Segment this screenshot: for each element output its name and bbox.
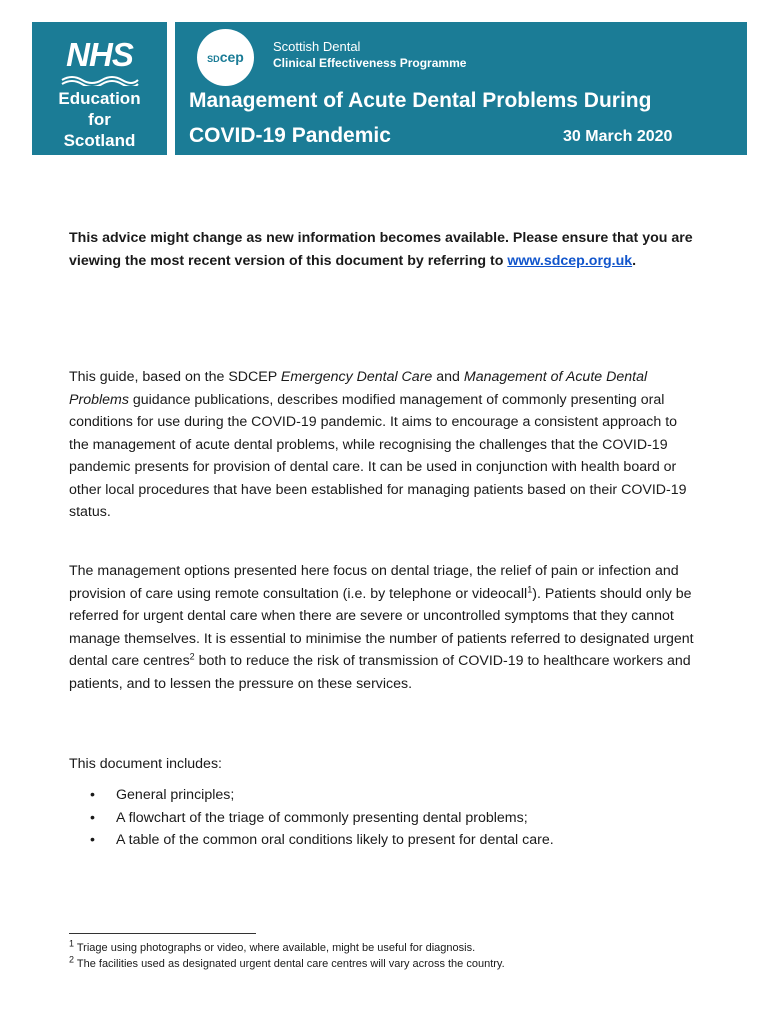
options-text-1: The management options presented here focus on dental triage, the relief of pain or infection and provision of care using remote consultation (i.e. by telephone or videocall: [69, 563, 679, 602]
nhs-logo-text: NHS: [66, 36, 133, 73]
nhs-education-scotland-logo: [32, 22, 167, 155]
bullet-icon: •: [90, 832, 95, 848]
footnote-divider: [69, 933, 256, 934]
bullet-icon: •: [90, 809, 95, 826]
sdcep-logo-small: SD: [207, 54, 220, 64]
list-item-text: General principles;: [116, 787, 235, 803]
sdcep-logo: [197, 29, 254, 86]
footnote-2: [69, 954, 505, 971]
nhs-sub-line-1: Education: [58, 89, 141, 108]
management-options-paragraph: [69, 560, 699, 695]
list-item-text: A flowchart of the triage of commonly presenting dental problems;: [116, 809, 528, 826]
advice-text-end: .: [632, 252, 637, 269]
advice-text: This advice might change as new information becomes available. Please ensure that you are viewing the most recent version of this document by referring to: [69, 230, 693, 269]
document-title-line-2: COVID-19 Pandemic: [189, 124, 391, 147]
options-text-3: both to reduce the risk of transmission of COVID-19 to healthcare workers and patients, and to lessen the pressure on these services.: [69, 653, 691, 692]
intro-paragraph: [69, 366, 699, 524]
options-text-2: ). Patients should only be referred for urgent dental care when there are severe or uncontrolled symptoms that they cannot manage themselves. It is essential to minimise the number of patients referred to designated urgent dental care centres: [69, 585, 694, 669]
document-date: 30 March 2020: [563, 128, 673, 145]
nhs-sub-line-2: for: [88, 110, 111, 129]
footnote-ref-2: 2: [189, 651, 195, 662]
list-item: [90, 784, 554, 807]
sdcep-name-line-2: Clinical Effectiveness Programme: [273, 56, 467, 70]
footnote-1: [69, 938, 476, 955]
list-item: [90, 807, 554, 830]
list-item-text: A table of the common oral conditions likely to present for dental care.: [116, 832, 554, 848]
nhs-sub-line-3: Scotland: [63, 131, 136, 150]
nhs-wave-icon: [60, 74, 140, 86]
intro-text-3: guidance publications, describes modified management of commonly presenting oral conditions for use during the COVID-19 pandemic. It aims to encourage a consistent approach to the management of acute dental problems, while recognising the challenges that the COVID-19 pandemic presents for provision of dental care. It can be used in conjunction with health board or other local procedures that have been established for managing patients based on their COVID-19 status.: [69, 391, 687, 520]
footnote-text-1: Triage using photographs or video, where available, might be useful for diagnosis.: [74, 942, 476, 954]
sdcep-website-link[interactable]: www.sdcep.org.uk: [507, 252, 633, 269]
list-item: [90, 829, 554, 852]
sdcep-name-line-1: Scottish Dental: [273, 39, 361, 54]
footnote-number-1: 1: [69, 938, 75, 949]
includes-list: [90, 784, 554, 852]
intro-emphasis-1: Emergency Dental Care: [280, 369, 433, 385]
intro-text-2: and: [432, 369, 464, 385]
intro-text-1: This guide, based on the SDCEP: [69, 369, 281, 385]
footnote-number-2: 2: [69, 954, 75, 965]
title-banner: [175, 22, 747, 155]
bullet-icon: •: [90, 787, 95, 803]
document-title-line-1: Management of Acute Dental Problems During: [189, 89, 652, 112]
sdcep-logo-big: cep: [219, 49, 244, 65]
intro-emphasis-2: Management of Acute Dental Problems: [69, 369, 648, 408]
footnote-text-2: The facilities used as designated urgent dental care centres will vary across the country.: [74, 958, 505, 970]
includes-intro: This document includes:: [69, 756, 222, 772]
advice-notice: [69, 227, 699, 272]
footnote-ref-1: 1: [527, 583, 533, 594]
